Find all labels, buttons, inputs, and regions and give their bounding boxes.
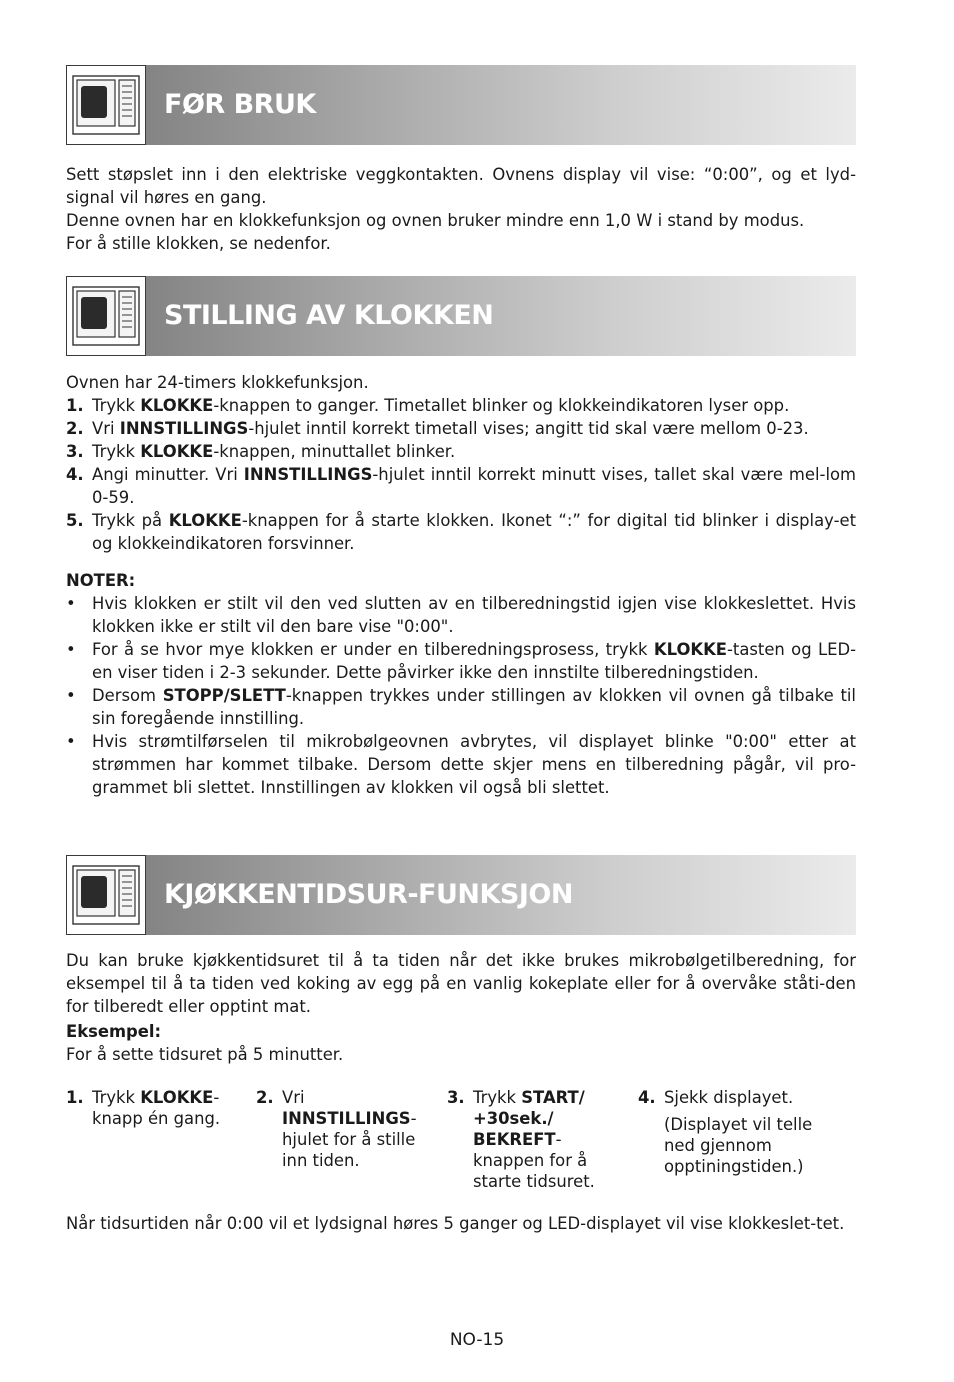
intro-paragraph-2: Denne ovnen har en klokkefunksjon og ovnen bruker mindre enn 1,0 W i stand by modus. [66, 211, 805, 230]
timer-closing [66, 1212, 856, 1235]
step-text: -hjulet inntil korrekt timetall vises; angitt tid skal være mellom 0-23. [248, 419, 809, 438]
step-subtext: (Displayet vil telle ned gjennom opptiningstiden.) [664, 1115, 813, 1176]
clock-intro: Ovnen har 24-timers klokkefunksjon. [66, 373, 369, 392]
note-text: For å se hvor mye klokken er under en tilberedningsprosess, trykk [92, 640, 654, 659]
microwave-icon [66, 65, 146, 145]
microwave-icon [66, 276, 146, 356]
clock-step [66, 509, 856, 555]
header-bar [146, 65, 856, 145]
step-text: Trykk på [92, 511, 169, 530]
step-key: INNSTILLINGS [243, 465, 373, 484]
step-key: INNSTILLINGS [282, 1109, 411, 1128]
bullet: • [66, 686, 76, 705]
step-text: Vri [282, 1088, 305, 1107]
clock-step [66, 394, 856, 417]
step-text: -knappen to ganger. Timetallet blinker og klokkeindikatoren lyser opp. [213, 396, 790, 415]
note-text: Hvis klokken er stilt vil den ved slutten av en tilberedningstid igjen vise klokkeslettet. Hvis klokken ikke er stilt vil den bare vise "0:00". [92, 594, 856, 636]
header-bar [146, 855, 856, 935]
step-text: Trykk [92, 396, 141, 415]
step-number: 1. [66, 396, 84, 415]
note-text: -tasten og LED-en viser tiden i 2-3 sekunder. Dette påvirker ikke den innstilte tilberedningstiden. [92, 640, 856, 682]
note-item [66, 592, 856, 638]
clock-instructions [66, 371, 856, 555]
step-number: 3. [447, 1088, 465, 1107]
step-number: 2. [66, 419, 84, 438]
step-text: Vri [92, 419, 120, 438]
header-bar [146, 276, 856, 356]
step-number: 3. [66, 442, 84, 461]
note-text: Dersom [92, 686, 163, 705]
page-number: NO-15 [449, 1330, 505, 1350]
step-key: START/ +30sek./ BEKREFT [473, 1088, 585, 1149]
step-text: -knapp én gang. [92, 1088, 221, 1128]
section-title: FØR BRUK [164, 89, 316, 120]
timer-steps [66, 1087, 856, 1197]
step-number: 4. [638, 1088, 656, 1107]
note-text: Hvis strømtilførselen til mikrobølgeovnen avbrytes, vil displayet blinke "0:00" etter at strømmen har kommet tilbake. Dersom dette skjer mens en tilberedning pågår, vil pro-grammet bli slettet. Innstillingen av klokken vil også bli slettet. [92, 732, 856, 797]
step-number: 1. [66, 1088, 84, 1107]
step-text: -knappen for å starte klokken. Ikonet “:” for digital tid blinker i display-et og klokkeindikatoren forsvinner. [92, 511, 856, 553]
step-key: INNSTILLINGS [119, 419, 249, 438]
section-header-kjokkentidsur [66, 855, 856, 935]
note-item [66, 684, 856, 730]
step-key: KLOKKE [168, 511, 242, 530]
section-title: STILLING AV KLOKKEN [164, 300, 494, 331]
note-key: STOPP/SLETT [162, 686, 286, 705]
clock-step [66, 463, 856, 509]
notes [66, 569, 856, 799]
bullet: • [66, 640, 76, 659]
step-text: Trykk [92, 1088, 141, 1107]
step-text: -knappen, minuttallet blinker. [213, 442, 456, 461]
note-item [66, 638, 856, 684]
intro-paragraph-1: Sett støpslet inn i den elektriske veggkontakten. Ovnens display vil vise: “0:00”, og et lyd-signal vil høres en gang. [66, 165, 856, 207]
step-key: KLOKKE [140, 396, 214, 415]
clock-step [66, 417, 856, 440]
step-text: -knappen for å starte tidsuret. [473, 1130, 595, 1191]
step-text: Angi minutter. Vri [92, 465, 244, 484]
step-text: Trykk [92, 442, 141, 461]
note-text: -knappen trykkes under stillingen av klokken vil ovnen gå tilbake til sin foregående innstilling. [92, 686, 856, 728]
microwave-icon [66, 855, 146, 935]
bullet: • [66, 732, 76, 751]
clock-step [66, 440, 856, 463]
intro-paragraph-3: For å stille klokken, se nedenfor. [66, 234, 331, 253]
timer-intro [66, 949, 856, 1066]
step-key: KLOKKE [140, 1088, 214, 1107]
step-text: -hjulet inntil korrekt minutt vises, tallet skal være mel-lom 0-59. [92, 465, 856, 507]
step-text: Trykk [473, 1088, 522, 1107]
example-text: For å sette tidsuret på 5 minutter. [66, 1045, 344, 1064]
step-number: 2. [256, 1088, 274, 1107]
intro-text [66, 163, 856, 255]
step-text: Sjekk displayet. [664, 1088, 794, 1107]
section-header-for-bruk [66, 65, 856, 145]
step-text: -hjulet for å stille inn tiden. [282, 1109, 417, 1170]
timer-closing-text: Når tidsurtiden når 0:00 vil et lydsignal høres 5 ganger og LED-displayet vil vise klokkeslet-tet. [66, 1214, 845, 1233]
section-header-stilling-av-klokken [66, 276, 856, 356]
example-heading: Eksempel: [66, 1022, 162, 1041]
timer-intro-text: Du kan bruke kjøkkentidsuret til å ta tiden når det ikke brukes mikrobølgetilberedning, for eksempel til å ta tiden ved koking av egg på en vanlig kokeplate eller for å overvåke ståti-den for tilberedt eller opptint mat. [66, 951, 856, 1016]
note-key: KLOKKE [653, 640, 727, 659]
step-number: 5. [66, 511, 84, 530]
step-key: KLOKKE [140, 442, 214, 461]
bullet: • [66, 594, 76, 613]
note-item [66, 730, 856, 799]
clock-steps [66, 394, 856, 555]
notes-list [66, 592, 856, 799]
notes-heading: NOTER: [66, 571, 136, 590]
step-number: 4. [66, 465, 84, 484]
section-title: KJØKKENTIDSUR-FUNKSJON [164, 879, 573, 910]
